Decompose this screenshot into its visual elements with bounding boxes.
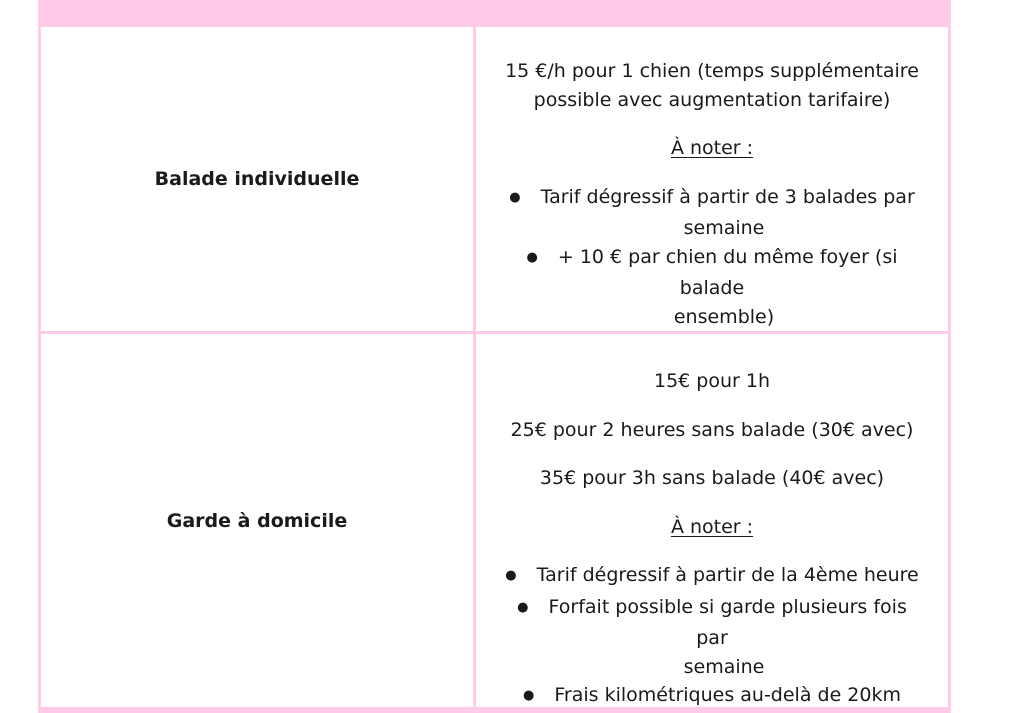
table-row xyxy=(38,27,951,334)
list-item: ● Tarif dégressif à partir de 3 balades par semaine xyxy=(500,183,924,243)
note-label: À noter : xyxy=(670,137,754,159)
list-item: ● Forfait possible si garde plusieurs fois par semaine xyxy=(500,593,924,682)
list-item: ● Tarif dégressif à partir de la 4ème heure xyxy=(500,561,924,593)
price-line: 15€ pour 1h xyxy=(653,370,770,392)
note-label: À noter : xyxy=(670,515,754,538)
price-line: 35€ pour 3h sans balade (40€ avec) xyxy=(539,467,885,489)
details-cell xyxy=(476,334,948,707)
service-name: Balade individuelle xyxy=(154,168,360,190)
list-item: ● + 10 € par chien du même foyer (si balade ensemble) xyxy=(500,243,924,332)
service-cell xyxy=(41,27,473,331)
service-name: Garde à domicile xyxy=(166,509,348,532)
price-line: possible avec augmentation tarifaire) xyxy=(533,88,891,111)
price-line: 15 €/h pour 1 chien (temps supplémentaire xyxy=(505,60,919,82)
service-cell xyxy=(41,334,473,707)
details-cell xyxy=(476,27,948,331)
notes-list xyxy=(500,183,924,332)
price-line: 25€ pour 2 heures sans balade (30€ avec) xyxy=(510,418,914,441)
table-row xyxy=(38,334,951,710)
pricing-table xyxy=(38,0,951,713)
table-header-band xyxy=(38,0,951,27)
notes-list xyxy=(500,561,924,713)
list-item: ● Frais kilométriques au-delà de 20km xyxy=(500,681,924,713)
